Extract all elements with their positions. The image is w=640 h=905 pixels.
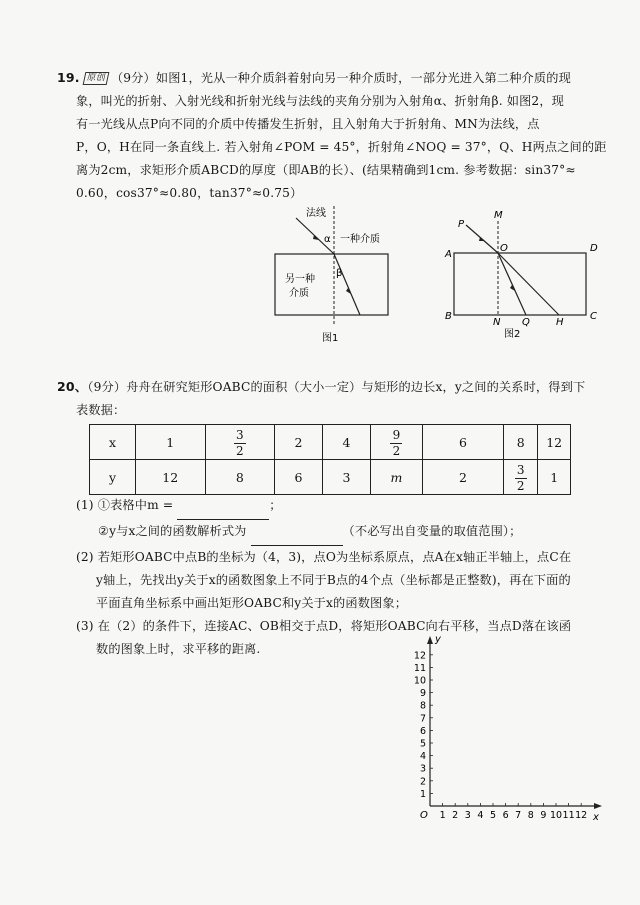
q19-line-4: P，O，H在同一条直线上. 若入射角∠POM = 45°，折射角∠NOQ = 37°，Q、H两点之间的距 [76,140,607,154]
fig1-medium1-label: 一种介质 [340,234,380,245]
origin-label: O [420,810,428,821]
q20-data-table [89,424,571,495]
fig1-incident-arrow [313,235,319,240]
fig1-beta: β [336,268,343,279]
table-cell-x: 8 [503,425,537,460]
y-tick-label: 11 [413,662,426,674]
table-cell-y: 8 [205,460,274,495]
fig2-ray-OQ [498,253,526,315]
q20-number: 20、 [57,379,88,394]
table-cell-y-m: m [370,460,422,495]
table-cell-x: 1 [135,425,205,460]
x-tick-label: 10 [549,810,563,821]
answer-blank-m[interactable] [177,496,269,520]
table-cell-x: 2 [275,425,323,460]
x-axis-arrow [594,803,602,809]
frac-3-2: $\frac{3}{2}$ [515,464,527,493]
fig2-rect-ABCD [454,253,586,315]
y-tick-label: 4 [419,751,426,763]
fig2-label-B: B [445,311,452,322]
y-tick-label: 5 [419,738,426,750]
table-header-y: y [90,460,136,495]
table-cell-x [205,425,274,460]
fig2-label-C: C [590,311,597,322]
q19-text [57,66,607,205]
part3-line-2: 数的图象上时，求平移的距离. [96,642,261,656]
table-header-x: x [90,425,136,460]
table-cell-x [370,425,422,460]
part1-a-prefix: (1) ①表格中m = [76,498,174,512]
figure-1 [270,200,395,350]
fig2-label-H: H [556,317,564,328]
part1-a-suffix: ； [269,498,282,512]
table-cell-x: 4 [322,425,370,460]
q20-intro-line2: 表数据： [76,403,126,417]
fig2-label-M: M [494,210,503,221]
part2-line-2: y轴上，先找出y关于x的函数图象上不同于B点的4个点（坐标都是正整数)，再在下面的 [96,573,571,587]
y-tick-label: 10 [413,675,426,687]
fig1-refracted-ray [334,254,360,315]
y-axis-label: y [435,634,441,645]
q19-line-1-text: 如图1，光从一种介质斜着射向另一种介质时，一部分光进入第二种介质的现 [155,71,571,85]
q19-line-3: 有一光线从点P向不同的介质中传播发生折射，且入射角大于折射角、MN为法线，点 [76,117,540,131]
x-tick-label: 5 [489,810,497,821]
part3-line-1: (3) 在（2）的条件下，连接AC、OB相交于点D，将矩形OABC向右平移，当点D落在该函 [76,619,572,633]
table-cell-y: 2 [422,460,503,495]
y-tick-label: 7 [419,713,426,725]
q19-line-2: 象，叫光的折射、入射光线和折射光线与法线的夹角分别为入射角α、折射角β. 如图2，现 [76,94,565,108]
table-row-x [90,425,571,460]
table-cell-y: 6 [275,460,323,495]
table-cell-y: 3 [322,460,370,495]
fig2-ray-OH [498,253,559,315]
original-badge: 原创 [82,72,109,85]
part1-b [76,520,571,546]
fig2-label-Q: Q [522,317,530,328]
fig1-medium2-line2: 介质 [289,288,309,299]
fig2-label-P: P [458,219,465,230]
x-tick-label: 8 [527,810,534,821]
x-tick-label: 11 [562,810,575,821]
part1-b-suffix: （不必写出自变量的取值范围）； [342,524,522,538]
q19-line-1 [57,66,607,90]
y-tick-label: 3 [419,763,426,775]
fig2-ray-PO-arrow [479,237,485,241]
frac-9-2: $\frac{9}{2}$ [390,429,402,458]
figure-2 [440,205,605,345]
q19-line-6: 0.60，cos37°≈0.80，tan37°≈0.75） [76,186,303,200]
fig2-label-D: D [590,243,598,254]
y-tick-label: 1 [419,788,426,800]
fig1-alpha: α [324,234,331,245]
x-axis-label: x [593,812,599,823]
table-cell-y: 1 [538,460,571,495]
fig1-normal-label: 法线 [306,208,326,219]
part2-line-1: (2) 若矩形OABC中点B的坐标为（4，3)，点O为坐标系原点，点A在x轴正半轴上，点C在 [76,550,572,564]
q20-intro-line1: 舟舟在研究矩形OABC的面积（大小一定）与矩形的边长x，y之间的关系时，得到下 [126,380,586,394]
fig2-label-A: A [445,249,452,260]
x-tick-label: 1 [439,810,446,821]
q19-score: （9分） [110,71,156,85]
answer-blank-function[interactable] [251,522,343,546]
q19-number: 19. [57,70,80,85]
part1-a [76,494,571,520]
coordinate-axes[interactable] [410,628,610,828]
x-tick-label: 12 [575,810,588,821]
part1-b-prefix: ②y与x之间的函数解析式为 [98,524,247,538]
y-tick-label: 2 [419,776,426,788]
q20-intro [57,375,585,422]
x-tick-label: 3 [464,810,471,821]
table-cell-y [503,460,537,495]
table-cell-x: 12 [538,425,571,460]
y-axis-arrow [427,636,433,644]
table-row-y [90,460,571,495]
axis-ticks [414,650,587,821]
fig2-label-O: O [500,243,508,254]
y-tick-label: 6 [419,725,426,737]
q20-score: （9分） [87,380,127,394]
part2-line-3: 平面直角坐标系中画出矩形OABC和y关于x的函数图象； [96,596,408,610]
q19-line-5: 离为2cm，求矩形介质ABCD的厚度（即AB的长）、(结果精确到1cm. 参考数据：sin37°≈ [76,163,576,177]
fig1-medium2-line1: 另一种 [285,274,315,285]
frac-3-2: $\frac{3}{2}$ [234,429,246,458]
fig2-caption: 图2 [504,329,521,340]
x-tick-label: 6 [502,810,509,821]
fig1-caption: 图1 [322,333,339,344]
table-cell-y: 12 [135,460,205,495]
y-tick-label: 8 [419,700,426,712]
y-tick-label: 9 [419,688,426,700]
x-tick-label: 9 [540,810,547,821]
x-tick-label: 4 [477,810,484,821]
x-tick-label: 7 [515,810,522,821]
fig2-label-N: N [493,317,501,328]
q20-line-1 [57,375,585,399]
x-tick-label: 2 [452,810,459,821]
y-tick-label: 12 [413,650,426,662]
table-cell-x: 6 [422,425,503,460]
